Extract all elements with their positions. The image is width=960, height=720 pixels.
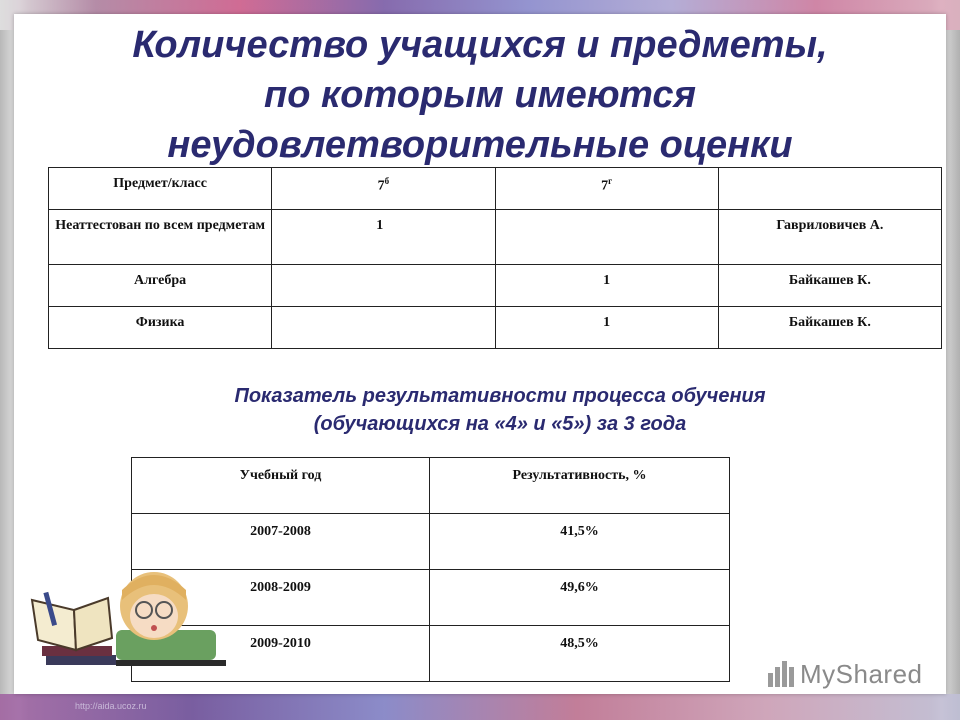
table-header-row: [132, 458, 730, 514]
table-cell: 2008-2009: [132, 570, 430, 626]
header-cell-subject: Предмет/класс: [49, 168, 272, 210]
table-row: [49, 210, 942, 265]
class-letter: б: [384, 176, 390, 186]
open-book-page-icon: [74, 598, 112, 650]
table-cell: Физика: [49, 307, 272, 349]
failing-grades-table: [48, 167, 942, 349]
table-row: [49, 307, 942, 349]
header-cell-7g: [495, 168, 718, 210]
subtitle-line-2: (обучающихся на «4» и «5») за 3 года: [313, 413, 687, 435]
table-cell: 41,5%: [430, 514, 730, 570]
table-cell: 2009-2010: [132, 626, 430, 682]
table-cell: Неаттестован по всем предметам: [49, 210, 272, 265]
table-cell: 2007-2008: [132, 514, 430, 570]
logo-bars-icon: [768, 661, 794, 687]
logo-text: MyShared: [800, 658, 923, 689]
header-cell-performance: Результативность, %: [430, 458, 730, 514]
title-line-2: по которым имеются: [264, 74, 696, 116]
table-cell: Байкашев К.: [718, 265, 941, 307]
table-header-row: [49, 168, 942, 210]
mouth-shape: [151, 625, 157, 631]
student-illustration: [26, 560, 226, 685]
table-row: [49, 265, 942, 307]
header-cell-7b: [272, 168, 495, 210]
watermark-url: http://aida.ucoz.ru: [75, 701, 147, 711]
title-line-1: Количество учащихся и предметы,: [132, 24, 828, 66]
slide-title: [40, 20, 920, 170]
subtitle-line-1: Показатель результативности процесса обучения: [234, 385, 766, 407]
table-cell: [272, 265, 495, 307]
table-cell: 1: [272, 210, 495, 265]
table-cell: 1: [495, 265, 718, 307]
table-cell: 1: [495, 307, 718, 349]
table-cell: Алгебра: [49, 265, 272, 307]
mysharedlogo: [768, 656, 923, 692]
class-letter: г: [608, 176, 613, 186]
table-cell: Байкашев К.: [718, 307, 941, 349]
face-shape: [130, 594, 178, 638]
section-subtitle: [120, 382, 880, 438]
title-line-3: неудовлетворительные оценки: [167, 124, 793, 166]
class-number: 7: [377, 178, 385, 194]
table-cell: 48,5%: [430, 626, 730, 682]
book-icon: [46, 655, 116, 665]
desk-edge: [116, 660, 226, 666]
class-number: 7: [601, 178, 609, 194]
header-cell-year: Учебный год: [132, 458, 430, 514]
table-cell: [495, 210, 718, 265]
table-cell: Гавриловичев А.: [718, 210, 941, 265]
header-cell-empty: [718, 168, 941, 210]
table-cell: 49,6%: [430, 570, 730, 626]
table-cell: [272, 307, 495, 349]
